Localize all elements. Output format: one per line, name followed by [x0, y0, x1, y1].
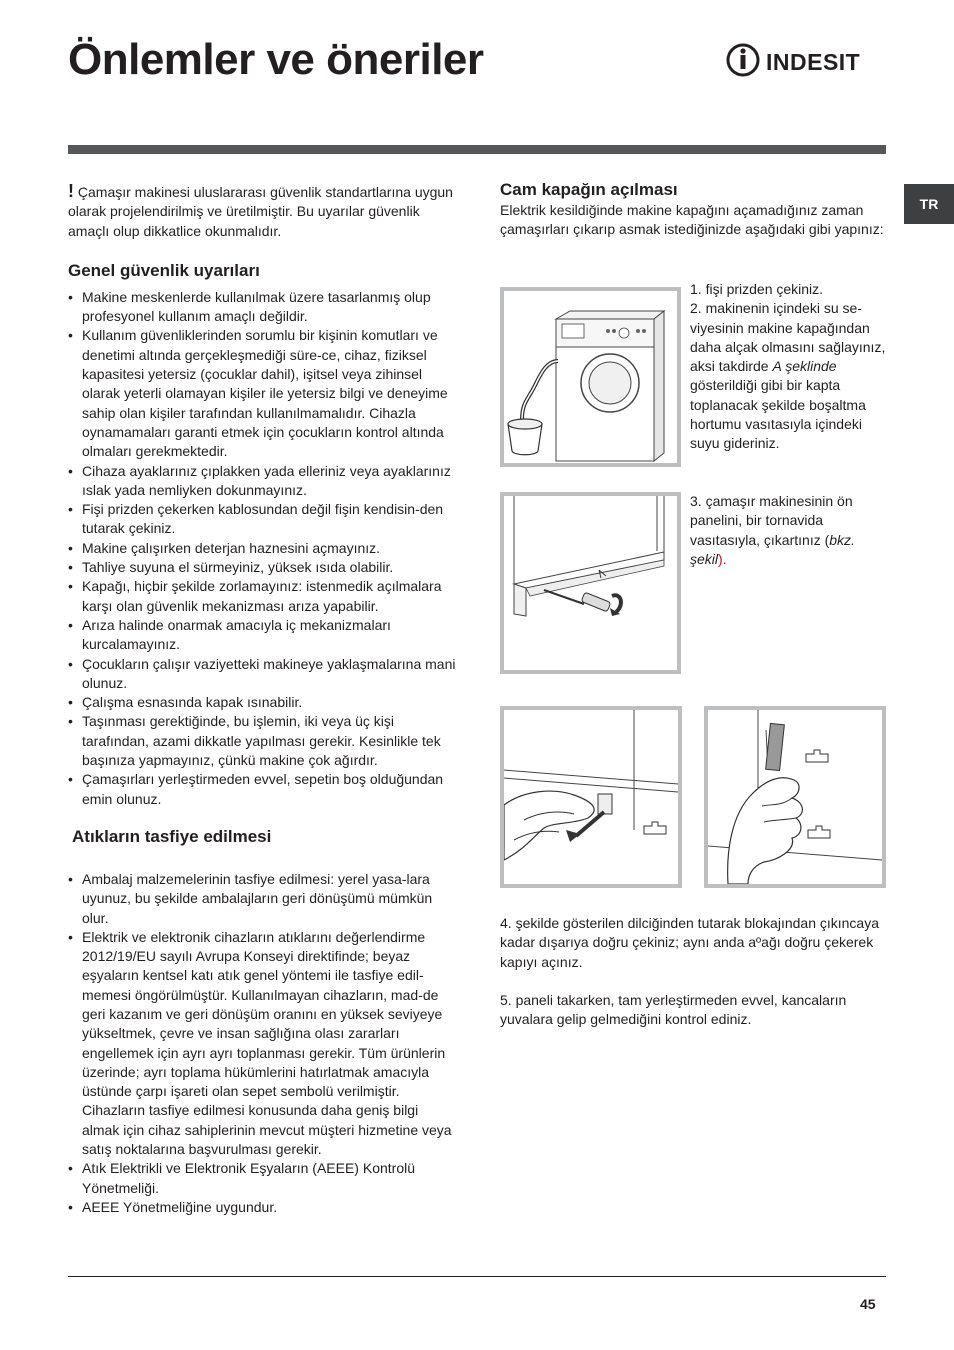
list-item: • Makine meskenlerde kullanılmak üzere tasarlanmış olup profesyonel kullanım amaçlı değildir.	[68, 288, 458, 327]
step-2-text-b: gösterildiği gibi bir kapta toplanacak şekilde boşaltma hortumu vasıtasıyla içindeki suyu gideriniz.	[690, 377, 866, 452]
list-item: • Tahliye suyuna el sürmeyiniz, yüksek ısıda olabilir.	[68, 558, 458, 577]
step-1: 1. fişi prizden çekiniz.	[690, 281, 824, 297]
list-item: • Çocukların çalışır vaziyetteki makineye yaklaşmalarına mani olunuz.	[68, 655, 458, 694]
disposal-heading: Atıkların tasfiye edilmesi	[72, 826, 272, 846]
safety-list	[68, 288, 458, 809]
figure-drain-hose	[500, 287, 681, 467]
list-item: • AEEE Yönetmeliğine uygundur.	[68, 1198, 458, 1217]
door-heading: Cam kapağın açılması	[500, 180, 678, 199]
right-column	[500, 179, 890, 240]
list-item: • Makine çalışırken deterjan haznesini açmayınız.	[68, 539, 458, 558]
safety-heading: Genel güvenlik uyarıları	[68, 260, 260, 280]
hand-open-door-illustration	[708, 710, 882, 884]
list-item-continuation: Cihazların tasfiye edilmesi konusunda daha geniş bilgi almak için cihaz sahiplerinin mevcut müşteri hizmetine veya satış noktalarına başvurulması gerekir.	[82, 1102, 452, 1158]
panel-screwdriver-illustration	[504, 496, 677, 670]
list-item: • Taşınması gerektiğinde, bu işlemin, iki veya üç kişi tarafından, azami dikkatle yapılması gerekir. Kesinlikle tek başınıza yapmayınız, çünkü makine çok ağırdır.	[68, 712, 458, 770]
list-item: • Kullanım güvenliklerinden sorumlu bir kişinin komutları ve denetimi altında gerçekleşmediği süre-ce, cihaz, fiziksel kapasitesi yetersiz (çocuklar dahil), işitsel veya zihinsel olarak yeterli olamayan kişiler ile yetersiz bilgi ve deneyime sahip olan kişiler tarafından kullanılmamalıdır. Cihazla oynamamaları garanti etmek için çocukların kontrol altında olmaları gerekmektedir.	[68, 326, 458, 461]
step-2-text-a: 2. makinenin içindeki su se-viyesinin makine kapağından daha alçak olmasını sağlayınız, aksi takdirde	[690, 300, 886, 375]
brand-wordmark: INDESIT	[766, 49, 861, 75]
washer-drain-illustration	[504, 291, 677, 463]
warning-mark: !	[68, 181, 74, 201]
list-item: • Çalışma esnasında kapak ısınabilir.	[68, 693, 458, 712]
list-item: • Fişi prizden çekerken kablosundan değil fişin kendisin-den tutarak çekiniz.	[68, 500, 458, 539]
list-item: • Cihaza ayaklarınız çıplakken yada elleriniz veya ayaklarınız ıslak yada nemliyken dokunmayınız.	[68, 462, 458, 501]
step-3-text-a: 3. çamaşır makinesinin ön panelini, bir tornavida vasıtasıyla, çıkartınız (	[690, 493, 853, 548]
step-2	[690, 299, 890, 453]
step-3-text	[690, 492, 890, 569]
step-3-text-b: ).	[718, 550, 727, 567]
disposal-list	[68, 870, 458, 1217]
list-item: • Atık Elektrikli ve Elektronik Eşyaların (AEEE) Kontrolü Yönetmeliği.	[68, 1159, 458, 1198]
figure-panel-removal	[500, 492, 681, 674]
figure-pull-tab	[500, 706, 682, 888]
list-item: • Ambalaj malzemelerinin tasfiye edilmesi: yerel yasa-lara uyunuz, bu şekilde ambalajların geri dönüşümü mümkün olur.	[68, 870, 458, 928]
figure-a-ref: A şeklinde	[772, 358, 837, 375]
list-item: • Çamaşırları yerleştirmeden evvel, sepetin boş olduğundan emin olunuz.	[68, 770, 458, 809]
intro-warning	[68, 182, 458, 241]
step-4: 4. şekilde gösterilen dilciğinden tutarak blokajından çıkıncaya kadar dışarıya doğru çekiniz; aynı anda aºağı doğru çekerek kapıyı açınız.	[500, 915, 880, 970]
list-item: • Arıza halinde onarmak amacıyla iç mekanizmaları kurcalamayınız.	[68, 616, 458, 655]
list-item	[68, 928, 458, 1160]
intro-text: Çamaşır makinesi uluslararası güvenlik standartlarına uygun olarak projelendirilmiş ve üretilmiştir. Bu uyarılar güvenlik amaçlı olup dikkatlice okunmalıdır.	[68, 184, 453, 239]
header-divider-bar	[68, 145, 886, 154]
page-title: Önlemler ve öneriler	[68, 35, 484, 84]
step-1-2-text	[690, 280, 890, 454]
left-column	[68, 182, 458, 1217]
list-item-text: Elektrik ve elektronik cihazların atıklarını değerlendirme 2012/19/EU sayılı Avrupa Konseyi direktifinde; beyaz eşyaların kentsel katı atık genel yöntemi ile tasfiye edil-memesi öngörülmüştür. Kullanılmayan cihazların, mad-de geri kazanım ve geri dönüşüm oranını en yüksek seviyeye yükseltmek, çevre ve insan sağlığına olası zararları engellemek için ayrı ayrı toplanması gerekir. Tüm ürünlerin üzerinde; ayrı toplama hükümlerini hatırlatmak amacıyla üstünde çarpı işareti olan sepet sembolü verilmiştir.	[82, 928, 446, 1100]
hand-pull-tab-illustration	[504, 710, 678, 884]
figure-open-door	[704, 706, 886, 888]
language-tab: TR	[904, 184, 954, 224]
footer-divider	[68, 1276, 886, 1277]
figure-ref: bkz. şekil	[690, 531, 855, 567]
list-item: • Kapağı, hiçbir şekilde zorlamayınız: istenmedik açılmalara karşı olan güvenlik mekanizması arıza yapabilir.	[68, 577, 458, 616]
indesit-logo	[726, 40, 886, 82]
door-intro: Elektrik kesildiğinde makine kapağını açamadığınız zaman çamaşırları çıkarıp asmak istediğinizde aşağıdaki gibi yapınız:	[500, 202, 884, 238]
step-5: 5. paneli takarken, tam yerleştirmeden evvel, kancaların yuvalara gelip gelmediğini kontrol ediniz.	[500, 992, 847, 1028]
page-number: 45	[860, 1296, 876, 1312]
